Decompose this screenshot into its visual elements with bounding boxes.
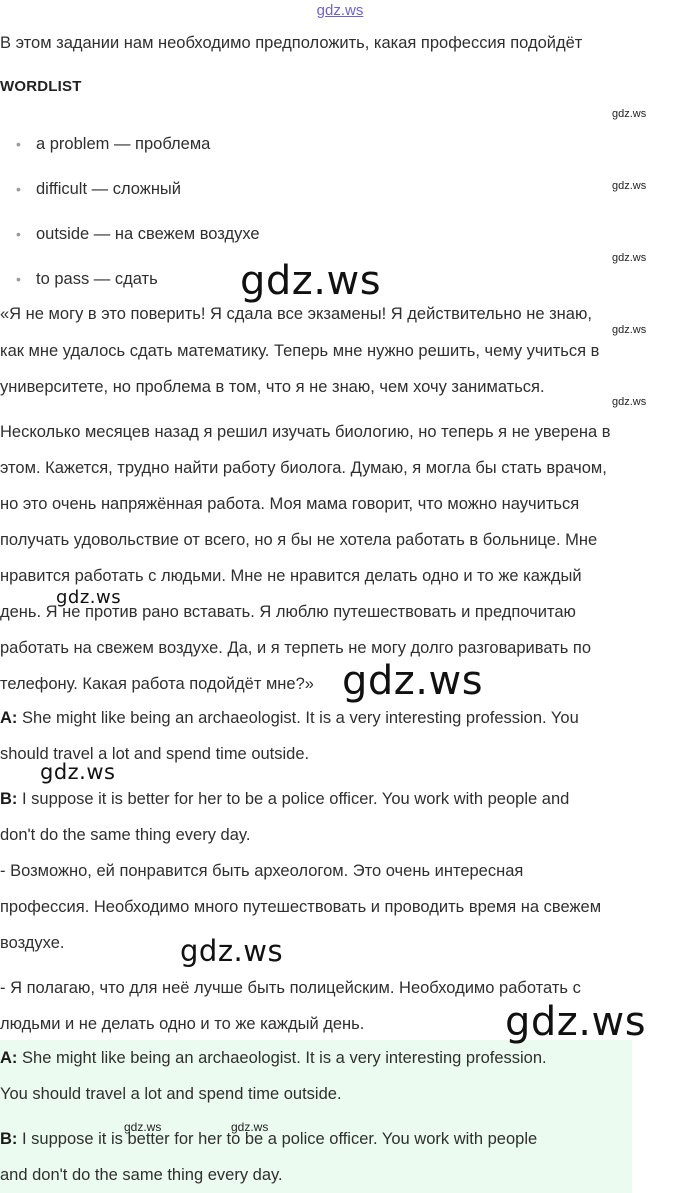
highlight-b-line: B: I suppose it is better for her to be a police officer. You work with people [0, 1130, 538, 1148]
translation-b-line: - Я полагаю, что для неё лучше быть полицейским. Необходимо работать с [0, 979, 581, 997]
text-line: телефону. Какая работа подойдёт мне?» [0, 675, 314, 693]
wordlist-item: • to pass — сдать [16, 270, 158, 289]
text-line: получать удовольствие от всего, но я бы не хотела работать в больнице. Мне [0, 531, 598, 549]
translation-b-line: людьми и не делать одно и то же каждый день. [0, 1015, 365, 1033]
wordlist-item: • a problem — проблема [16, 135, 210, 154]
watermark-small: gdz.ws [612, 252, 647, 264]
highlight-b-line: and don't do the same thing every day. [0, 1166, 283, 1184]
text-line: работать на свежем воздухе. Да, и я терпеть не могу долго разговаривать по [0, 639, 591, 657]
watermark-small: gdz.ws [231, 1120, 269, 1134]
text-line: этом. Кажется, трудно найти работу биолога. Думаю, я могла бы стать врачом, [0, 459, 607, 477]
translation-a-line: профессия. Необходимо много путешествовать и проводить время на свежем [0, 898, 602, 916]
text-line: как мне удалось сдать математику. Теперь мне нужно решить, чему учиться в [0, 342, 600, 360]
watermark-medium: gdz.ws [56, 587, 122, 608]
watermark-small: gdz.ws [612, 180, 647, 192]
wordlist-item: • difficult — сложный [16, 180, 181, 199]
watermark-small: gdz.ws [612, 108, 647, 120]
watermark-large: gdz.ws [342, 658, 484, 704]
wordlist-heading: WORDLIST [0, 78, 82, 95]
answer-a-line: A: She might like being an archaeologist. It is a very interesting profession. You [0, 709, 579, 727]
watermark-small: gdz.ws [124, 1120, 162, 1134]
watermark-large: gdz.ws [180, 934, 284, 968]
text-line: нравится работать с людьми. Мне не нравится делать одно и то же каждый [0, 567, 582, 585]
watermark-medium: gdz.ws [40, 760, 116, 784]
text-line: день. Я не против рано вставать. Я люблю путешествовать и предпочитаю [0, 603, 576, 621]
translation-a-line: - Возможно, ей понравится быть археологом. Это очень интересная [0, 862, 524, 880]
text-line: Несколько месяцев назад я решил изучать биологию, но теперь я не уверена в [0, 423, 611, 441]
watermark-small: gdz.ws [612, 324, 647, 336]
text-line: но это очень напряжённая работа. Моя мама говорит, что можно научиться [0, 495, 580, 513]
highlight-a-line: You should travel a lot and spend time outside. [0, 1085, 342, 1103]
watermark-small: gdz.ws [612, 396, 647, 408]
text-line: «Я не могу в это поверить! Я сдала все экзамены! Я действительно не знаю, [0, 305, 592, 323]
wordlist-item: • outside — на свежем воздухе [16, 225, 260, 244]
watermark-large: gdz.ws [505, 999, 647, 1045]
highlight-a-line: A: She might like being an archaeologist. It is a very interesting profession. [0, 1049, 547, 1067]
answer-a-line: should travel a lot and spend time outside. [0, 745, 310, 763]
top-watermark-link[interactable]: gdz.ws [316, 2, 364, 19]
answer-b-line: B: I suppose it is better for her to be a police officer. You work with people and [0, 790, 570, 808]
answer-b-line: don't do the same thing every day. [0, 826, 251, 844]
watermark-large: gdz.ws [240, 258, 382, 304]
intro-text: В этом задании нам необходимо предположить, какая профессия подойдёт [0, 34, 583, 52]
translation-a-line: воздухе. [0, 934, 65, 952]
text-line: университете, но проблема в том, что я не знаю, чем хочу заниматься. [0, 378, 545, 396]
